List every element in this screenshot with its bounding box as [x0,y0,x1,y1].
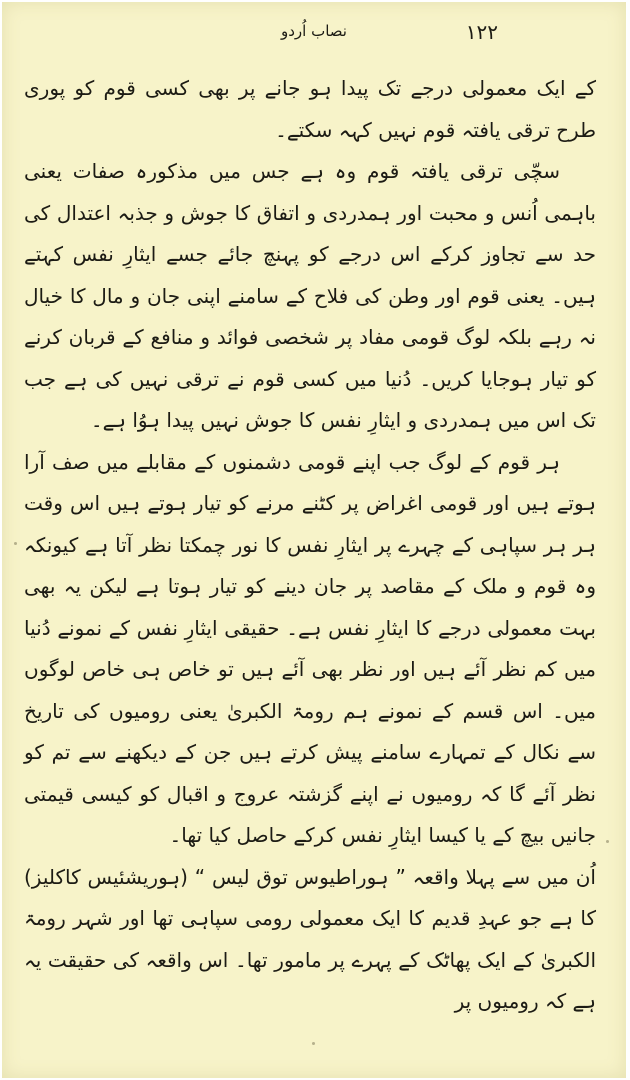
body-text [24,68,596,1023]
paper-speck [312,1042,315,1045]
paragraph-horatius: اُن میں سے پہلا واقعہ ” ہوراطیوس توق لیس “ (ہوریشئیس کاکلیز) کا ہے جو عہدِ قدیم کا ایک معمولی رومی سپاہی تھا اور شہر رومۃ الکبریٰ کے ایک پھاٹک کے پہرے پر مامور تھا۔ اس واقعہ کی حقیقت یہ ہے کہ رومیوں پر [24,864,596,1013]
book-page [2,2,626,1078]
paragraph-self-sacrifice: ہر قوم کے لوگ جب اپنے قومی دشمنوں کے مقابلے میں صف آرا ہوتے ہیں اور قومی اغراض پر کٹنے مرنے کو تیار ہوتے ہیں اس وقت ہر ہر سپاہی کے چہرے پر ایثارِ نفس کا نور چمکتا نظر آتا ہے کیونکہ وہ قوم و ملک کے مقاصد پر جان دینے کو تیار ہوتا ہے لیکن یہ بھی بہت معمولی درجے کا ایثارِ نفس ہے۔ حقیقی ایثارِ نفس کے نمونے دُنیا میں کم نظر آئے ہیں اور نظر بھی آئے ہیں تو خاص ہی خاص لوگوں میں۔ اس قسم کے نمونے ہم رومۃ الکبریٰ یعنی رومیوں کی تاریخ سے نکال کے تمہارے سامنے پیش کرتے ہیں جن کے دیکھنے سے تم کو نظر آئے گا کہ رومیوں نے اپنے گزشتہ عروج و اقبال کو کیسی قیمتی جانیں بیچ کے یا کیسا ایثارِ نفس کرکے حاصل کیا تھا۔ [24,449,596,847]
paper-speck [606,840,609,843]
running-title: نصاب اُردو [281,22,347,40]
page-number: ۱۲۲ [465,20,498,44]
page-header [2,20,626,52]
paper-speck [14,542,17,545]
paragraph-true-progress: سچّی ترقی یافتہ قوم وہ ہے جس میں مذکورہ صفات یعنی باہمی اُنس و محبت اور ہمدردی و اتفاق کا جوش و جذبہ اعتدال کی حد سے تجاوز کرکے اس درجے کو پہنچ جائے جسے ایثارِ نفس کہتے ہیں۔ یعنی قوم اور وطن کی فلاح کے سامنے اپنی جان و مال کا خیال نہ رہے بلکہ لوگ قومی مفاد پر شخصی فوائد و منافع کے قربان کرنے کو تیار ہوجایا کریں۔ دُنیا میں کسی قوم نے ترقی نہیں کی ہے جب تک اس میں ہمدردی و ایثارِ نفس کا جوش نہیں پیدا ہوُا ہے۔ [24,159,596,432]
paragraph-continuation: کے ایک معمولی درجے تک پیدا ہو جانے پر بھی کسی قوم کو پوری طرح ترقی یافتہ قوم نہیں کہہ سکتے۔ [24,76,596,142]
